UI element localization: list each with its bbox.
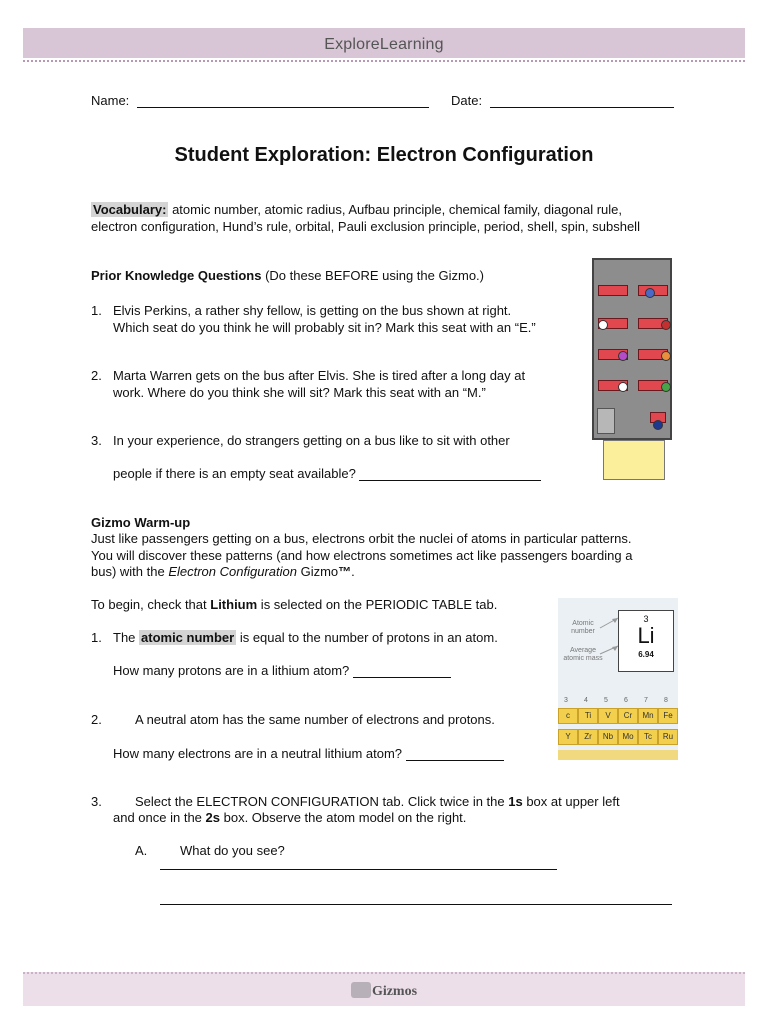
warmup-q1-num: 1.: [91, 630, 102, 645]
q1-answer[interactable]: [353, 664, 451, 678]
q1-term: atomic number: [141, 630, 235, 645]
periodic-row-partial: [558, 750, 678, 760]
element-cell[interactable]: Mo: [618, 729, 638, 745]
intro-c: is selected on the PERIODIC TABLE tab.: [257, 597, 498, 612]
q3-f: box. Observe the atom model on the right.: [220, 810, 467, 825]
warmup-p3-tm: ™: [338, 564, 352, 579]
prior-q1-line2: Which seat do you think he will probably sit in? Mark this seat with an “E.”: [113, 320, 536, 335]
vocabulary-label: Vocabulary:: [93, 202, 167, 217]
q3-2s: 2s: [205, 810, 220, 825]
name-label: Name:: [91, 93, 130, 108]
bus-seat[interactable]: [598, 285, 628, 296]
q2-answer[interactable]: [406, 747, 504, 761]
footer-divider: [23, 972, 745, 974]
warmup-p3: [91, 564, 355, 579]
passenger-icon: [645, 288, 655, 298]
warmup-p3-c: Gizmo: [296, 564, 339, 579]
warmup-q1-line2: [113, 663, 451, 678]
date-row: [451, 93, 674, 108]
element-cell[interactable]: Nb: [598, 729, 618, 745]
warmup-p3-d: .: [351, 564, 355, 579]
passenger-icon: [661, 382, 671, 392]
warmup-heading: Gizmo Warm-up: [91, 515, 191, 530]
group-label: 6: [624, 697, 628, 704]
warmup-q2-line1: A neutral atom has the same number of electrons and protons.: [135, 712, 495, 727]
prior-q3-text: people if there is an empty seat available?: [113, 466, 356, 481]
element-cell[interactable]: Ti: [578, 708, 598, 724]
warmup-q3-num: 3.: [91, 794, 102, 809]
bus-door: [597, 408, 615, 434]
warmup-p3-gizmo-name: Electron Configuration: [168, 564, 297, 579]
qA-answer-line-2[interactable]: [160, 904, 672, 905]
group-label: 5: [604, 697, 608, 704]
name-field[interactable]: [137, 94, 429, 108]
prior-q2-line1: Marta Warren gets on the bus after Elvis. She is tired after a long day at: [113, 368, 526, 383]
date-field[interactable]: [490, 94, 674, 108]
gizmos-logo-icon: [351, 982, 371, 998]
intro-a: To begin, check that: [91, 597, 211, 612]
prior-q1-line1: Elvis Perkins, a rather shy fellow, is getting on the bus shown at right.: [113, 303, 512, 318]
element-cell[interactable]: Cr: [618, 708, 638, 724]
passenger-icon: [598, 320, 608, 330]
qA-label: A.: [135, 843, 148, 858]
intro-element: Lithium: [210, 597, 258, 612]
passenger-icon: [661, 320, 671, 330]
header-divider: [23, 60, 745, 62]
li-symbol: Li: [637, 623, 655, 648]
prior-q3-answer[interactable]: [359, 467, 541, 481]
warmup-q3-line1: [135, 794, 620, 809]
q3-d: and once in the: [113, 810, 206, 825]
atomic-number-label: Atomic number: [571, 620, 595, 635]
group-label: 3: [564, 697, 568, 704]
prior-knowledge-heading: [91, 268, 484, 283]
q3-1s: 1s: [508, 794, 523, 809]
passenger-icon: [661, 351, 671, 361]
warmup-q1-line1: [113, 630, 498, 645]
prior-subheading: (Do these BEFORE using the Gizmo.): [261, 268, 484, 283]
vocabulary-terms-1: atomic number, atomic radius, Aufbau principle, chemical family, diagonal rule,: [168, 202, 622, 217]
warmup-q2-num: 2.: [91, 712, 102, 727]
warmup-intro: [91, 597, 497, 612]
bus-entrance: [603, 440, 665, 480]
bus-illustration: [592, 258, 672, 440]
page-title: Student Exploration: Electron Configuration: [174, 144, 594, 166]
passenger-icon: [618, 382, 628, 392]
element-cell[interactable]: Ru: [658, 729, 678, 745]
warmup-q2-line2: [113, 746, 504, 761]
prior-q2-line2: work. Where do you think she will sit? Mark this seat with an “M.”: [113, 385, 486, 400]
element-cell[interactable]: Zr: [578, 729, 598, 745]
warmup-p2: You will discover these patterns (and how electrons sometimes act like passengers boarding a: [91, 548, 633, 563]
average-mass-label: Average atomic mass: [563, 647, 603, 662]
qA-answer-line-1[interactable]: [160, 869, 557, 870]
vocabulary-line-2: electron configuration, Hund’s rule, orbital, Pauli exclusion principle, period, shell, spin, subshell: [91, 219, 640, 234]
brand-logo: ExploreLearning: [324, 36, 444, 53]
warmup-p3-a: bus) with the: [91, 564, 169, 579]
element-cell[interactable]: Tc: [638, 729, 658, 745]
prior-heading-bold: Prior Knowledge Questions: [91, 268, 262, 283]
gizmos-logo-text: Gizmos: [371, 984, 418, 999]
lithium-tile[interactable]: [618, 610, 674, 672]
q3-c: box at upper left: [522, 794, 620, 809]
element-cell[interactable]: Y: [558, 729, 578, 745]
passenger-icon: [618, 351, 628, 361]
q1-a: The: [113, 630, 140, 645]
date-label: Date:: [451, 93, 483, 108]
warmup-q3-line2: [113, 810, 466, 825]
vocabulary-line-1: [91, 202, 622, 217]
name-row: [91, 93, 429, 108]
q1-c: is equal to the number of protons in an atom.: [236, 630, 498, 645]
prior-q3-num: 3.: [91, 433, 102, 448]
prior-q3-line2: [113, 466, 541, 481]
prior-q1-num: 1.: [91, 303, 102, 318]
element-cell[interactable]: Mn: [638, 708, 658, 724]
warmup-p1: Just like passengers getting on a bus, electrons orbit the nuclei of atoms in particular patterns.: [91, 531, 632, 546]
element-cell[interactable]: Fe: [658, 708, 678, 724]
qA-text: What do you see?: [180, 843, 285, 858]
group-label: 7: [644, 697, 648, 704]
element-cell[interactable]: V: [598, 708, 618, 724]
q1-question: How many protons are in a lithium atom?: [113, 663, 350, 678]
driver-icon: [653, 420, 663, 430]
group-label: 8: [664, 697, 668, 704]
prior-q3-line1: In your experience, do strangers getting on a bus like to sit with other: [113, 433, 510, 448]
group-label: 4: [584, 697, 588, 704]
gizmos-logo: [0, 982, 768, 1000]
prior-q2-num: 2.: [91, 368, 102, 383]
li-mass: 6.94: [638, 650, 654, 659]
q3-a: Select the ELECTRON CONFIGURATION tab. Click twice in the: [135, 794, 509, 809]
q2-question: How many electrons are in a neutral lithium atom?: [113, 746, 403, 761]
element-cell[interactable]: c: [558, 708, 578, 724]
li-atomic-number: 3: [643, 614, 649, 624]
